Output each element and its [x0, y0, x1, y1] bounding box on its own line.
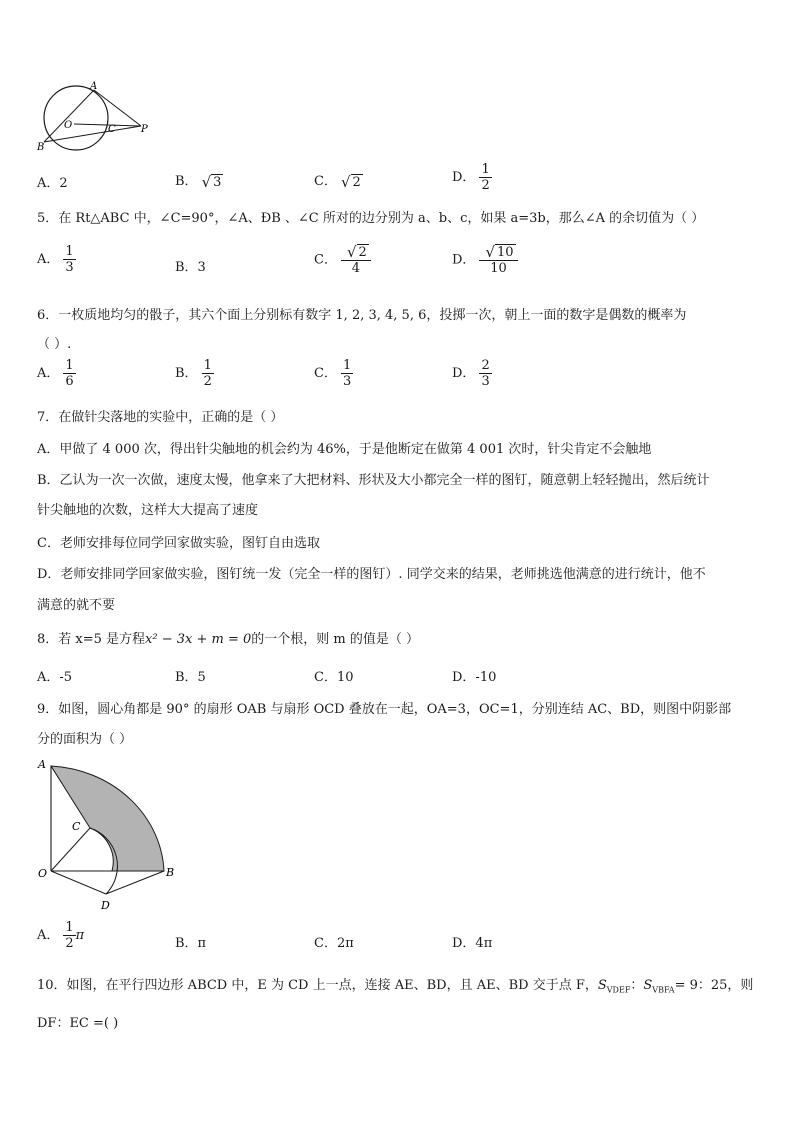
area-symbol: S — [597, 978, 607, 993]
q6-question-line2: （ ）. — [37, 337, 72, 352]
sector-figure — [34, 756, 184, 916]
q8-option-d[interactable]: D．-10 — [452, 670, 497, 685]
q5-option-a[interactable] — [37, 244, 76, 275]
q5-question: 5．在 Rt△ABC 中，∠C=90°，∠A、ÐB 、∠C 所对的边分别为 a、b、c，如果 a=3b，那么∠A 的余切值为（ ） — [37, 211, 705, 226]
q8-option-b[interactable]: B．5 — [175, 670, 206, 685]
q9-option-b[interactable]: B．π — [175, 936, 207, 951]
q5-option-c[interactable] — [314, 244, 371, 276]
circle-tangent-figure — [36, 80, 156, 155]
option-letter: D． — [452, 170, 476, 185]
fraction: $\frac{1}{2}$ — [203, 358, 212, 389]
q7-option-d[interactable]: D．老师安排同学回家做实验，图钉统一发（完全一样的图钉）. 同学交来的结果，老师挑选他满意的进行统计，他不 — [37, 567, 706, 582]
option-letter: A． — [37, 366, 60, 381]
option-letter: A． — [37, 928, 60, 943]
q7-option-b-cont: 针尖触地的次数，这样大大提高了速度 — [37, 503, 259, 518]
option-letter: B． — [175, 366, 198, 381]
option-letter: D． — [452, 252, 476, 268]
label-C: C — [72, 820, 81, 833]
q10-question-line2: DF：EC =( ) — [37, 1016, 119, 1031]
fraction: $\frac{1}{2}$ — [65, 920, 74, 951]
option-letter: C． — [314, 366, 337, 381]
fraction: $\frac{1}{3}$ — [342, 358, 352, 389]
q7-option-c[interactable]: C．老师安排每位同学回家做实验，图钉自由选取 — [37, 536, 320, 551]
q8-question: 8．若 x=5 是方程x² − 3x + m = 0的一个根，则 m 的值是（ ） — [37, 632, 419, 647]
label-B: B — [37, 142, 45, 153]
q7-option-b[interactable]: B．乙认为一次一次做，速度太慢，他拿来了大把材料、形状及大小都完全一样的图钉，随意朝上轻轻抛出，然后统计 — [37, 473, 710, 488]
q6-question-line1: 6．一枚质地均匀的骰子，其六个面上分别标有数字 1, 2, 3, 4, 5, 6，投掷一次，朝上一面的数字是偶数的概率为 — [37, 308, 687, 323]
q5-option-b[interactable]: B．3 — [175, 260, 206, 275]
q8-option-c[interactable]: C．10 — [314, 670, 354, 685]
q9-option-d[interactable]: D．4π — [452, 936, 493, 951]
fraction: $\frac{2}{3}$ — [481, 358, 490, 389]
label-O: O — [64, 120, 73, 131]
q6-option-d[interactable] — [452, 358, 492, 389]
q6-option-c[interactable] — [314, 358, 353, 389]
q5-option-d[interactable] — [452, 244, 518, 276]
fraction: $\frac{1}{3}$ — [65, 244, 74, 275]
label-A: A — [38, 758, 46, 771]
fraction: √ 10 10 — [479, 244, 517, 276]
q8-option-a[interactable]: A．-5 — [37, 670, 73, 685]
option-letter: A． — [37, 252, 60, 267]
q4-option-c[interactable] — [314, 170, 363, 190]
q9-option-a[interactable]: A． $\frac{1}{2}$ π — [37, 920, 85, 951]
q6-option-b[interactable] — [175, 358, 214, 389]
sqrt-expr: √ 3 — [201, 172, 222, 191]
label-D: D — [101, 899, 110, 912]
q4-option-b[interactable] — [175, 170, 223, 190]
q9-question-line2: 分的面积为（ ） — [37, 732, 133, 747]
q7-question: 7．在做针尖落地的实验中，正确的是（ ） — [37, 410, 284, 425]
q4-option-d[interactable] — [452, 162, 492, 193]
q9-option-c[interactable]: C．2π — [314, 936, 354, 951]
option-letter: B． — [175, 174, 198, 189]
q4-option-a[interactable]: A．2 — [37, 176, 68, 191]
fraction: √ 2 4 — [341, 244, 371, 276]
fraction: $\frac{1}{2}$ — [481, 162, 490, 193]
label-P: P — [141, 124, 148, 135]
q10-question-line1: 10．如图，在平行四边形 ABCD 中，E 为 CD 上一点，连接 AE、BD，且 AE、BD 交于点 F，$S_{VDEF}$：$S_{VBFA}= 9$：25，则 — [37, 978, 754, 995]
q9-question-line1: 9．如图，圆心角都是 90° 的扇形 OAB 与扇形 OCD 叠放在一起，OA=3，OC=1，分别连结 AC、BD，则图中阴影部 — [37, 702, 732, 717]
label-A: A — [90, 81, 98, 92]
fraction: $\frac{1}{6}$ — [65, 358, 74, 389]
label-B: B — [166, 866, 175, 879]
option-letter: D． — [452, 366, 476, 381]
label-O: O — [38, 867, 48, 880]
label-C: C — [108, 124, 116, 135]
q7-option-a[interactable]: A．甲做了 4 000 次，得出针尖触地的机会约为 46%，于是他断定在做第 4 001 次时，针尖肯定不会触地 — [37, 442, 652, 457]
area-symbol: S — [643, 978, 653, 993]
equation: x² − 3x + m = 0 — [145, 632, 252, 647]
q7-option-d-cont: 满意的就不要 — [37, 598, 116, 613]
option-letter: C． — [314, 252, 337, 268]
sqrt-expr: √ 2 — [340, 172, 361, 191]
option-letter: C． — [314, 174, 337, 189]
q6-option-a[interactable] — [37, 358, 76, 389]
